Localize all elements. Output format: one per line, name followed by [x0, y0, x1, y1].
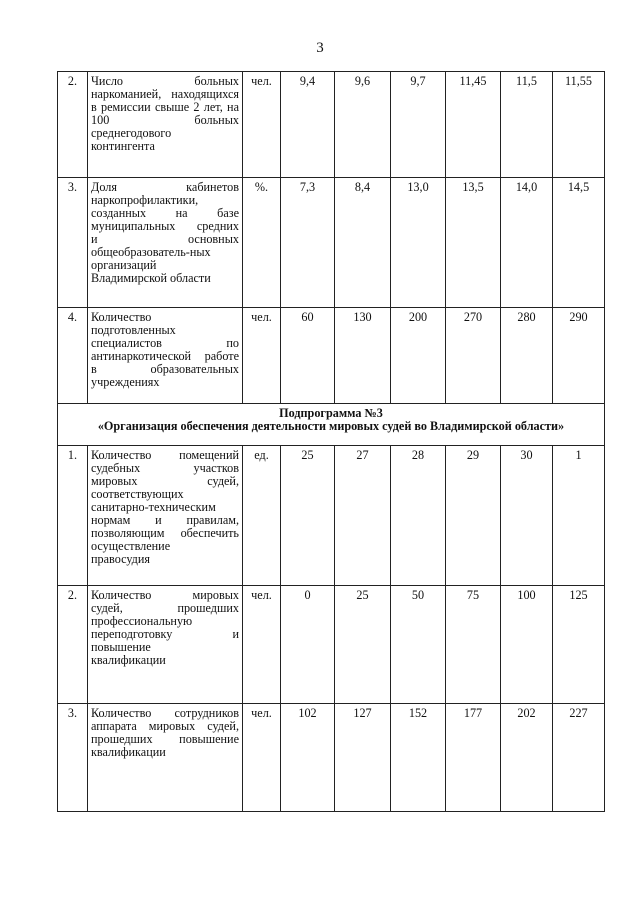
value-cell: 8,4 [335, 178, 391, 308]
value-cell: 28 [391, 446, 446, 586]
section-heading [58, 404, 605, 446]
value-cell: 11,45 [446, 72, 501, 178]
description-line: профессиональную [91, 614, 193, 628]
unit-cell: чел. [243, 308, 281, 404]
description-line: правосудия [91, 552, 150, 566]
description-line: наркопрофилактики, [91, 193, 199, 207]
row-number: 2. [58, 72, 88, 178]
value-cell: 13,5 [446, 178, 501, 308]
description-line: и основных [91, 232, 239, 246]
description-line: квалификации [91, 653, 166, 667]
description-line: переподготовку и [91, 627, 239, 641]
value-cell: 102 [281, 704, 335, 812]
description-line: Количество мировых [91, 588, 239, 602]
description-line: подготовленных [91, 323, 176, 337]
value-cell: 127 [335, 704, 391, 812]
row-number: 3. [58, 178, 88, 308]
value-cell: 100 [501, 586, 553, 704]
description-line: муниципальных средних [91, 219, 239, 233]
description-line: в ремиссии свыше 2 лет, на [91, 100, 239, 114]
description-line: судебных участков [91, 461, 239, 475]
section-title: Подпрограмма №3 [279, 406, 383, 420]
value-cell: 27 [335, 446, 391, 586]
row-number: 1. [58, 446, 88, 586]
description-line: аппарата мировых судей, [91, 719, 239, 733]
description-line: санитарно-техническим [91, 500, 216, 514]
indicator-description [88, 178, 243, 308]
row-number: 3. [58, 704, 88, 812]
description-line: Количество [91, 310, 152, 324]
description-line: среднегодового [91, 126, 172, 140]
unit-cell: %. [243, 178, 281, 308]
description-line: наркоманией, находящихся [91, 87, 239, 101]
value-cell: 7,3 [281, 178, 335, 308]
unit-cell: чел. [243, 72, 281, 178]
indicator-description [88, 586, 243, 704]
description-line: в образовательных [91, 362, 239, 376]
table-row [58, 704, 605, 812]
value-cell: 30 [501, 446, 553, 586]
section-subtitle: «Организация обеспечения деятельности мировых судей во Владимирской области» [97, 419, 565, 433]
table-row [58, 446, 605, 586]
table-row [58, 72, 605, 178]
table-row [58, 178, 605, 308]
value-cell: 202 [501, 704, 553, 812]
description-line: соответствующих [91, 487, 184, 501]
indicator-description [88, 704, 243, 812]
value-cell: 125 [553, 586, 605, 704]
description-line: позволяющим обеспечить [91, 526, 239, 540]
value-cell: 1 [553, 446, 605, 586]
description-line: Доля кабинетов [91, 180, 239, 194]
value-cell: 0 [281, 586, 335, 704]
table-row [58, 308, 605, 404]
value-cell: 270 [446, 308, 501, 404]
value-cell: 9,4 [281, 72, 335, 178]
section-row [58, 404, 605, 446]
description-line: Количество сотрудников [91, 706, 239, 720]
value-cell: 227 [553, 704, 605, 812]
value-cell: 29 [446, 446, 501, 586]
description-line: осуществление [91, 539, 171, 553]
description-line: нормам и правилам, [91, 513, 239, 527]
value-cell: 60 [281, 308, 335, 404]
description-line: 100 больных [91, 113, 239, 127]
table-row [58, 586, 605, 704]
description-line: общеобразователь-ных [91, 245, 211, 259]
description-line: Владимирской области [91, 271, 211, 285]
indicators-table [57, 71, 605, 812]
indicator-description [88, 72, 243, 178]
description-line: прошедших повышение [91, 732, 239, 746]
description-line: мировых судей, [91, 474, 239, 488]
value-cell: 50 [391, 586, 446, 704]
description-line: судей, прошедших [91, 601, 239, 615]
value-cell: 25 [281, 446, 335, 586]
value-cell: 177 [446, 704, 501, 812]
description-line: созданных на базе [91, 206, 239, 220]
unit-cell: чел. [243, 704, 281, 812]
description-line: повышение [91, 640, 151, 654]
value-cell: 25 [335, 586, 391, 704]
value-cell: 14,5 [553, 178, 605, 308]
description-line: организаций [91, 258, 157, 272]
description-line: специалистов по [91, 336, 239, 350]
indicator-description [88, 308, 243, 404]
value-cell: 14,0 [501, 178, 553, 308]
description-line: квалификации [91, 745, 166, 759]
value-cell: 11,55 [553, 72, 605, 178]
unit-cell: чел. [243, 586, 281, 704]
description-line: антинаркотической работе [91, 349, 239, 363]
value-cell: 13,0 [391, 178, 446, 308]
row-number: 2. [58, 586, 88, 704]
value-cell: 9,6 [335, 72, 391, 178]
value-cell: 75 [446, 586, 501, 704]
indicator-description [88, 446, 243, 586]
description-line: учреждениях [91, 375, 160, 389]
value-cell: 9,7 [391, 72, 446, 178]
value-cell: 290 [553, 308, 605, 404]
value-cell: 200 [391, 308, 446, 404]
row-number: 4. [58, 308, 88, 404]
page-number: 3 [316, 40, 324, 56]
value-cell: 11,5 [501, 72, 553, 178]
value-cell: 130 [335, 308, 391, 404]
description-line: контингента [91, 139, 155, 153]
unit-cell: ед. [243, 446, 281, 586]
value-cell: 152 [391, 704, 446, 812]
description-line: Количество помещений [91, 448, 239, 462]
value-cell: 280 [501, 308, 553, 404]
description-line: Число больных [91, 74, 239, 88]
